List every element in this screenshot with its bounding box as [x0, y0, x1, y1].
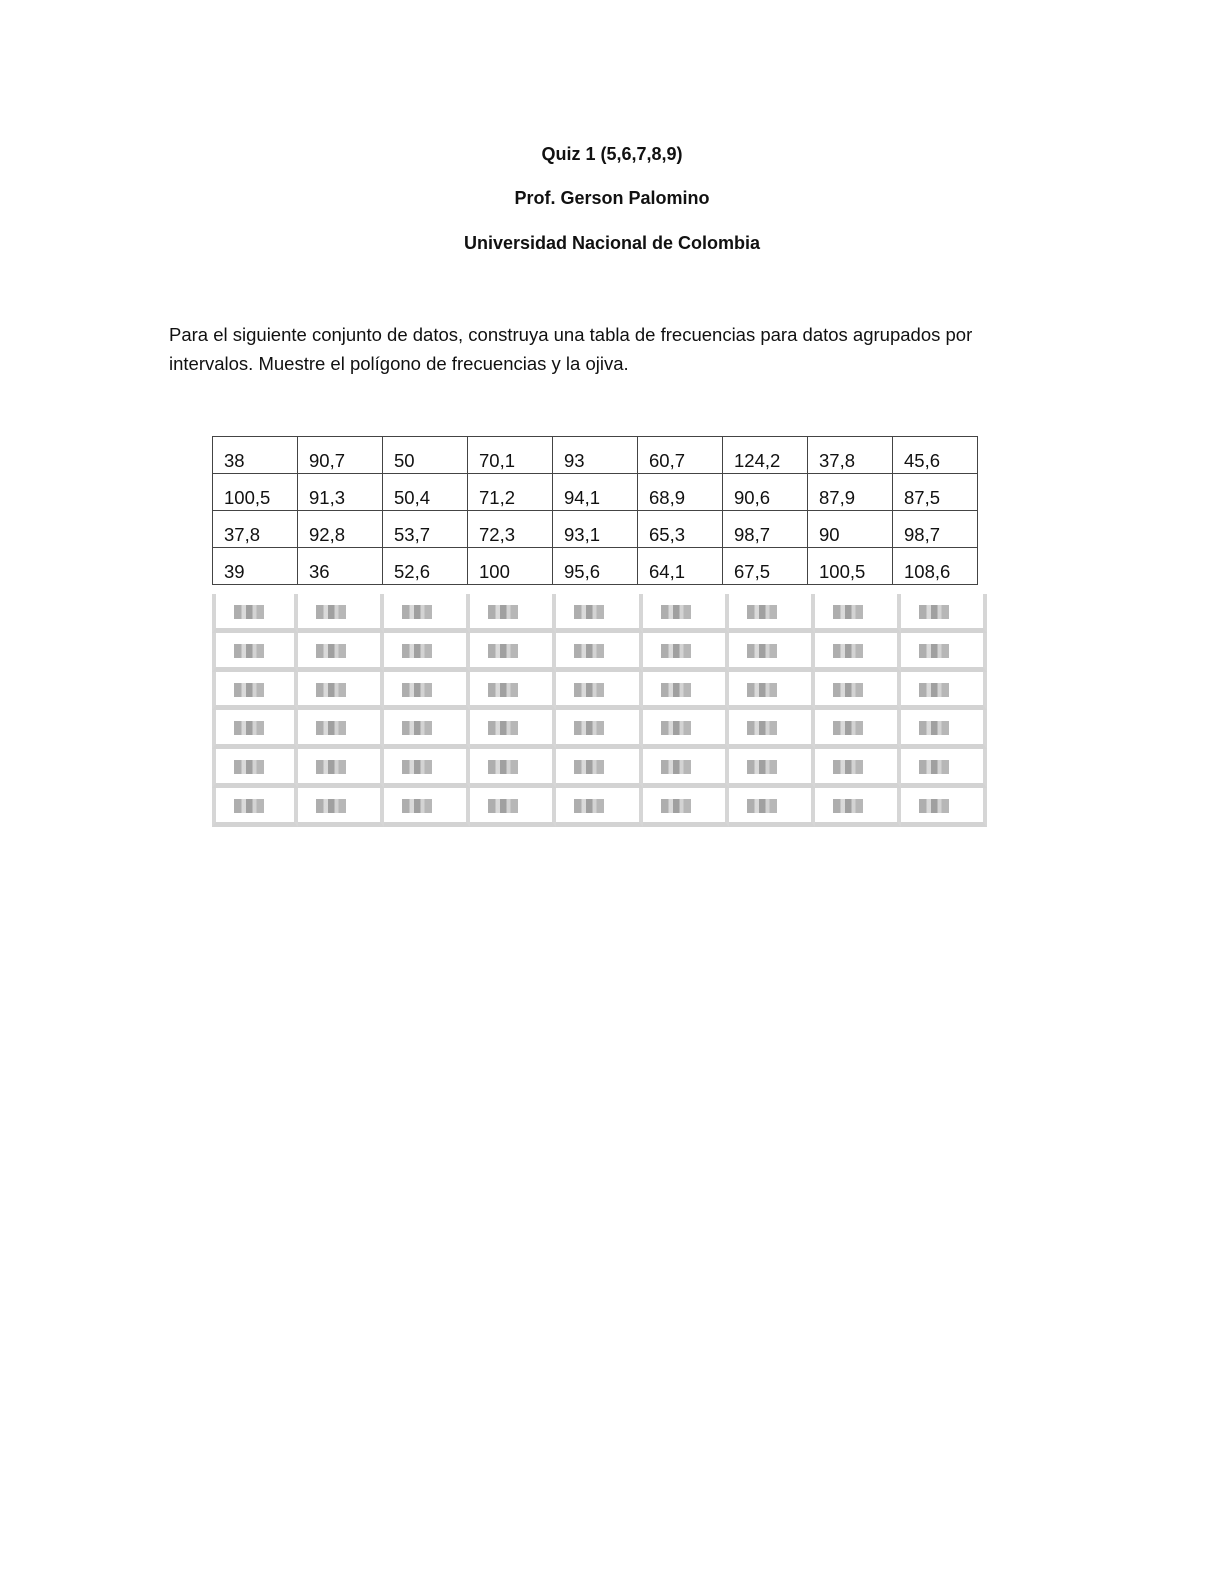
- cell-value: 87,5: [904, 487, 941, 508]
- blurred-cell: [212, 788, 298, 827]
- cell-value: 60,7: [649, 450, 686, 471]
- university-name: Universidad Nacional de Colombia: [463, 233, 761, 253]
- table-cell: [723, 548, 808, 585]
- blurred-cell: [556, 710, 642, 749]
- table-cell: [468, 437, 553, 474]
- table-cell: [893, 548, 978, 585]
- table-cell: [213, 437, 298, 474]
- blurred-cell: [729, 633, 815, 672]
- table-cell: [383, 548, 468, 585]
- cell-value: 92,8: [309, 524, 346, 545]
- table-cell: [468, 511, 553, 548]
- table-row: [213, 474, 978, 511]
- table-row: [213, 437, 978, 474]
- cell-value: 93,1: [564, 524, 601, 545]
- cell-value: 100: [479, 561, 510, 582]
- blurred-cell: [815, 710, 901, 749]
- blurred-cell: [384, 710, 470, 749]
- blurred-cell: [901, 633, 987, 672]
- cell-value: 98,7: [904, 524, 941, 545]
- blurred-cell: [212, 594, 298, 633]
- cell-value: 67,5: [734, 561, 771, 582]
- table-cell: [468, 548, 553, 585]
- quiz-title: Quiz 1 (5,6,7,8,9): [541, 144, 683, 164]
- blurred-cell: [298, 749, 384, 788]
- blurred-cell: [643, 633, 729, 672]
- blurred-cell: [643, 749, 729, 788]
- blurred-cell: [901, 749, 987, 788]
- table-cell: [893, 437, 978, 474]
- cell-value: 100,5: [224, 487, 271, 508]
- blurred-cell: [729, 788, 815, 827]
- blurred-cell: [643, 710, 729, 749]
- blurred-cell: [298, 672, 384, 711]
- cell-value: 39: [224, 561, 245, 582]
- table-cell: [298, 474, 383, 511]
- table-row: [213, 548, 978, 585]
- table-cell: [723, 437, 808, 474]
- cell-value: 124,2: [734, 450, 781, 471]
- table-cell: [298, 437, 383, 474]
- table-cell: [213, 511, 298, 548]
- table-cell: [808, 437, 893, 474]
- cell-value: 100,5: [819, 561, 866, 582]
- cell-value: 68,9: [649, 487, 686, 508]
- blurred-cell: [815, 749, 901, 788]
- blurred-cell: [643, 788, 729, 827]
- blurred-cell: [470, 788, 556, 827]
- cell-value: 71,2: [479, 487, 516, 508]
- instructions: [169, 320, 1049, 378]
- table-cell: [383, 437, 468, 474]
- cell-value: 36: [309, 561, 330, 582]
- table-cell: [298, 548, 383, 585]
- cell-value: 65,3: [649, 524, 686, 545]
- cell-value: 45,6: [904, 450, 941, 471]
- cell-value: 52,6: [394, 561, 431, 582]
- blurred-cell: [901, 594, 987, 633]
- blurred-cell: [729, 594, 815, 633]
- cell-value: 94,1: [564, 487, 601, 508]
- cell-value: 50,4: [394, 487, 431, 508]
- table-cell: [808, 548, 893, 585]
- cell-value: 72,3: [479, 524, 516, 545]
- table-cell: [893, 474, 978, 511]
- blurred-cell: [729, 672, 815, 711]
- blurred-cell: [212, 710, 298, 749]
- blurred-cell: [556, 594, 642, 633]
- blurred-table-rows: [212, 594, 987, 827]
- table-cell: [638, 474, 723, 511]
- blurred-cell: [815, 672, 901, 711]
- table-cell: [553, 511, 638, 548]
- cell-value: 87,9: [819, 487, 856, 508]
- blurred-cell: [384, 672, 470, 711]
- blurred-cell: [384, 594, 470, 633]
- table-cell: [893, 511, 978, 548]
- data-table: [212, 436, 978, 585]
- blurred-cell: [815, 594, 901, 633]
- cell-value: 53,7: [394, 524, 431, 545]
- cell-value: 90,6: [734, 487, 771, 508]
- blurred-cell: [470, 594, 556, 633]
- table-cell: [383, 474, 468, 511]
- table-cell: [383, 511, 468, 548]
- blurred-cell: [729, 749, 815, 788]
- table-row: [213, 511, 978, 548]
- blurred-cell: [298, 710, 384, 749]
- blurred-cell: [643, 672, 729, 711]
- cell-value: 98,7: [734, 524, 771, 545]
- cell-value: 90: [819, 524, 840, 545]
- cell-value: 37,8: [224, 524, 261, 545]
- cell-value: 91,3: [309, 487, 346, 508]
- blurred-cell: [901, 710, 987, 749]
- blurred-cell: [815, 788, 901, 827]
- table-cell: [638, 437, 723, 474]
- cell-value: 93: [564, 450, 585, 471]
- blurred-cell: [643, 594, 729, 633]
- blurred-cell: [815, 633, 901, 672]
- blurred-cell: [470, 633, 556, 672]
- instructions-line-2: intervalos. Muestre el polígono de frecuencias y la ojiva.: [169, 353, 629, 374]
- table-cell: [808, 511, 893, 548]
- blurred-cell: [212, 672, 298, 711]
- table-cell: [808, 474, 893, 511]
- table-cell: [723, 474, 808, 511]
- blurred-cell: [556, 749, 642, 788]
- blurred-cell: [384, 633, 470, 672]
- blurred-cell: [470, 710, 556, 749]
- blurred-cell: [470, 749, 556, 788]
- cell-value: 70,1: [479, 450, 516, 471]
- table-cell: [553, 437, 638, 474]
- cell-value: 90,7: [309, 450, 346, 471]
- cell-value: 108,6: [904, 561, 951, 582]
- blurred-cell: [298, 594, 384, 633]
- blurred-cell: [901, 788, 987, 827]
- cell-value: 50: [394, 450, 415, 471]
- blurred-cell: [556, 788, 642, 827]
- table-cell: [638, 511, 723, 548]
- table-cell: [723, 511, 808, 548]
- blurred-cell: [384, 749, 470, 788]
- blurred-cell: [729, 710, 815, 749]
- table-cell: [553, 548, 638, 585]
- blurred-cell: [470, 672, 556, 711]
- blurred-cell: [298, 788, 384, 827]
- table-cell: [468, 474, 553, 511]
- blurred-cell: [556, 672, 642, 711]
- table-cell: [553, 474, 638, 511]
- cell-value: 38: [224, 450, 245, 471]
- cell-value: 64,1: [649, 561, 686, 582]
- professor-name: Prof. Gerson Palomino: [514, 188, 710, 208]
- instructions-line-1: Para el siguiente conjunto de datos, construya una tabla de frecuencias para datos agrupados por: [169, 324, 973, 345]
- blurred-cell: [384, 788, 470, 827]
- table-cell: [298, 511, 383, 548]
- cell-value: 95,6: [564, 561, 601, 582]
- blurred-cell: [298, 633, 384, 672]
- blurred-cell: [556, 633, 642, 672]
- blurred-cell: [212, 633, 298, 672]
- table-cell: [213, 474, 298, 511]
- table-cell: [638, 548, 723, 585]
- table-cell: [213, 548, 298, 585]
- blurred-cell: [901, 672, 987, 711]
- blurred-cell: [212, 749, 298, 788]
- cell-value: 37,8: [819, 450, 856, 471]
